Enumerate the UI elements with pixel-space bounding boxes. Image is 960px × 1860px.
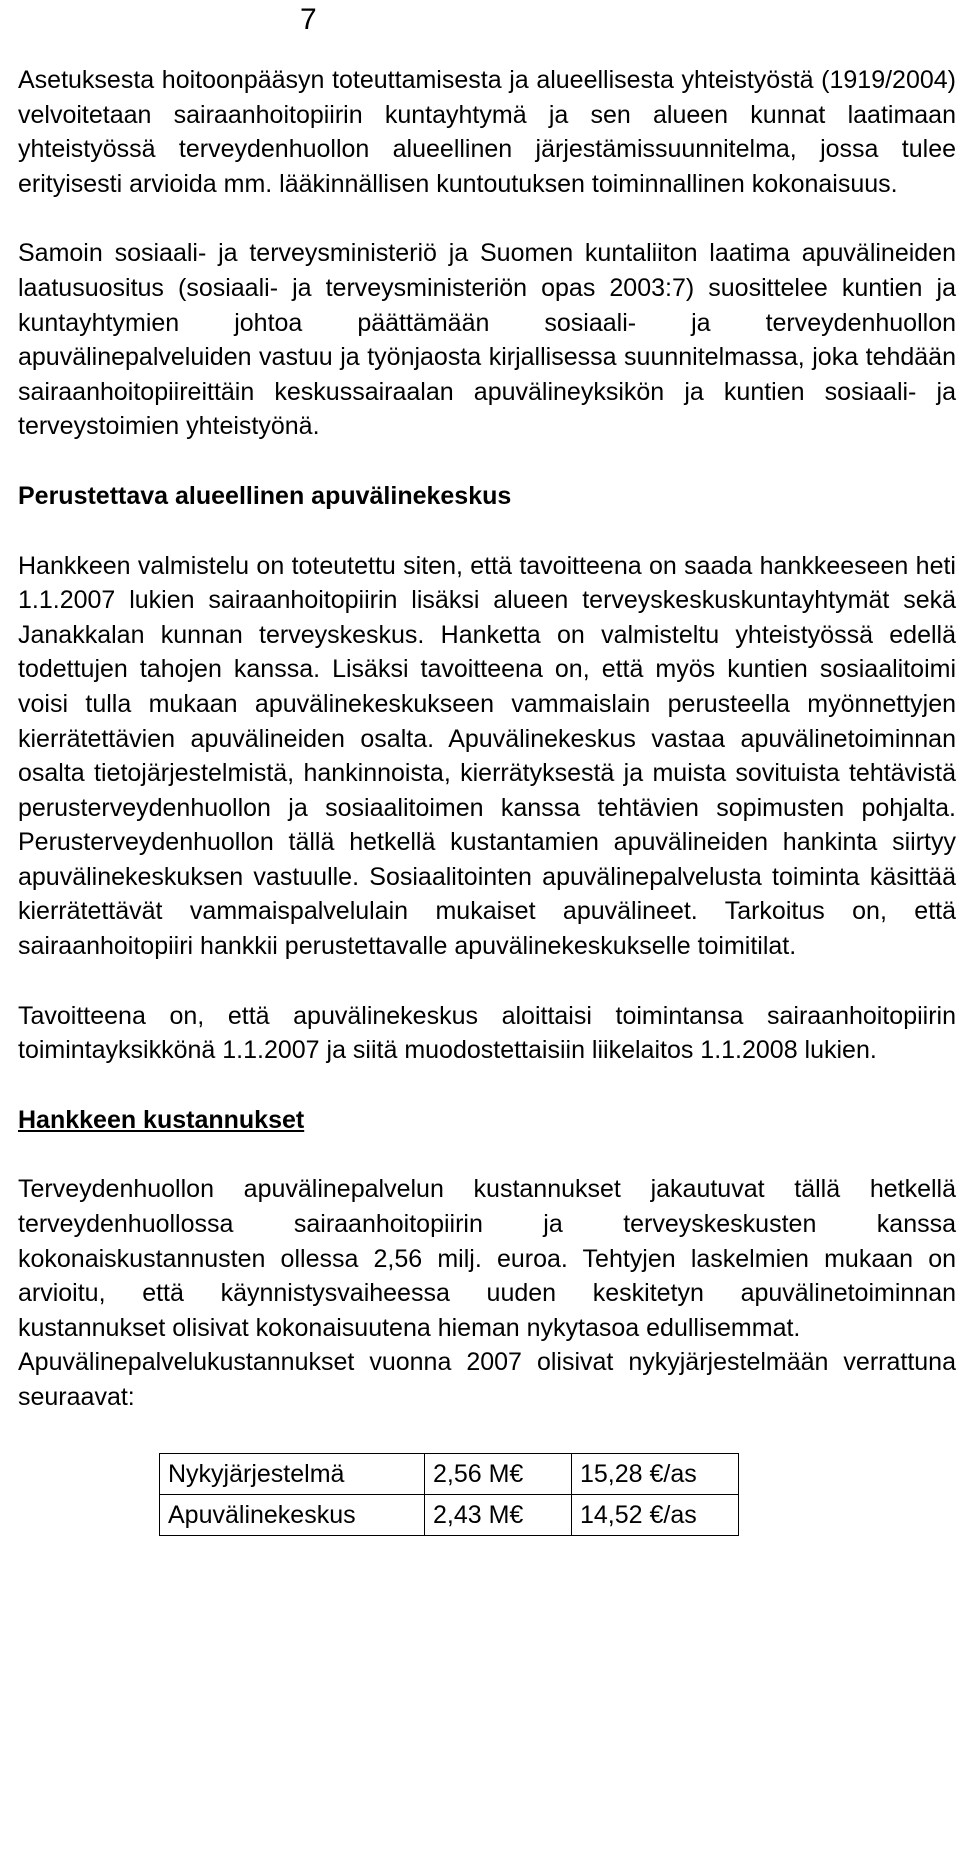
section-heading-center: Perustettava alueellinen apuvälinekeskus <box>18 481 512 510</box>
table-cell-name: Apuvälinekeskus <box>160 1494 425 1535</box>
paragraph-cost-comparison: Apuvälinepalvelukustannukset vuonna 2007 olisivat nykyjärjestelmään verrattuna seuraavat: <box>18 1348 956 1411</box>
section-heading-costs: Hankkeen kustannukset <box>18 1105 305 1134</box>
table-cell-per-unit: 15,28 €/as <box>572 1453 739 1494</box>
table-row <box>160 1453 739 1494</box>
table-cell-total: 2,43 M€ <box>425 1494 572 1535</box>
paragraph-goal: Tavoitteena on, että apuvälinekeskus aloittaisi toimintansa sairaanhoitopiirin toimintayksikkönä 1.1.2007 ja siitä muodostettaisiin liikelaitos 1.1.2008 lukien. <box>18 1001 956 1065</box>
table-cell-total: 2,56 M€ <box>425 1453 572 1494</box>
document-body <box>18 63 956 1536</box>
paragraph-quality-recommendation: Samoin sosiaali- ja terveysministeriö ja Suomen kuntaliiton laatima apuvälineiden laatusuositus (sosiaali- ja terveysministeriön opas 2003:7) suosittelee kuntien ja kuntayhtymien johtoa päättämään sosiaali- ja terveydenhuollon apuvälinepalveluiden vastuu ja työnjaosta kirjallisessa suunnitelmassa, joka tehdään sairaanhoitopiireittäin keskussairaalan apuvälineyksikön ja kuntien sosiaali- ja terveystoimien yhteistyönä. <box>18 239 956 441</box>
paragraph-project-preparation: Hankkeen valmistelu on toteutettu siten, että tavoitteena on saada hankkeeseen heti 1.1.2007 lukien sairaanhoitopiirin lisäksi alueen terveyskeskuskuntayhtymät sekä Janakkalan kunnan terveyskeskus. Hanketta on valmisteltu yhteistyössä edellä todettujen tahojen kanssa. Lisäksi tavoitteena on, että myös kuntien sosiaalitoimi voisi tulla mukaan apuvälinekeskukseen vammaislain perusteella myönnettyjen kierrätettävien apuvälineiden osalta. Apuvälinekeskus vastaa apuvälinetoiminnan osalta tietojärjestelmistä, hankinnoista, kierrätyksestä ja muista sovituista tehtävistä perusterveydenhuollon ja sosiaalitoimen kanssa tehtävien sopimusten pohjalta. Perusterveydenhuollon tällä hetkellä kustantamien apuvälineiden hankinta siirtyy apuvälinekeskuksen vastuulle. Sosiaalitointen apuvälinepalvelusta toiminta käsittää kierrätettävät vammaispalvelulain mukaiset apuvälineet. Tarkoitus on, että sairaanhoitopiiri hankkii perustettavalle apuvälinekeskukselle toimitilat. <box>18 551 956 961</box>
table-cell-name: Nykyjärjestelmä <box>160 1453 425 1494</box>
paragraph-regulation: Asetuksesta hoitoonpääsyn toteuttamisesta ja alueellisesta yhteistyöstä (1919/2004) velvoitetaan sairaanhoitopiirin kuntayhtymä ja sen alueen kunnat laatimaan yhteistyössä terveydenhuollon alueellinen järjestämissuunnitelma, jossa tulee erityisesti arvioida mm. lääkinnällisen kuntoutuksen toiminnallinen kokonaisuus. <box>18 66 956 198</box>
paragraph-costs: Terveydenhuollon apuvälinepalvelun kustannukset jakautuvat tällä hetkellä terveydenhuollossa sairaanhoitopiirin ja terveyskeskusten kanssa kokonaiskustannusten ollessa 2,56 milj. euroa. Tehtyjen laskelmien mukaan on arvioitu, että käynnistysvaiheessa uuden keskitetyn apuvälinetoiminnan kustannukset olisivat kokonaisuutena hieman nykytasoa edullisemmat. <box>18 1175 956 1342</box>
table-row <box>160 1494 739 1535</box>
table-cell-per-unit: 14,52 €/as <box>572 1494 739 1535</box>
cost-table-wrapper <box>159 1453 956 1536</box>
page-number: 7 <box>300 3 317 36</box>
cost-table <box>159 1453 739 1536</box>
